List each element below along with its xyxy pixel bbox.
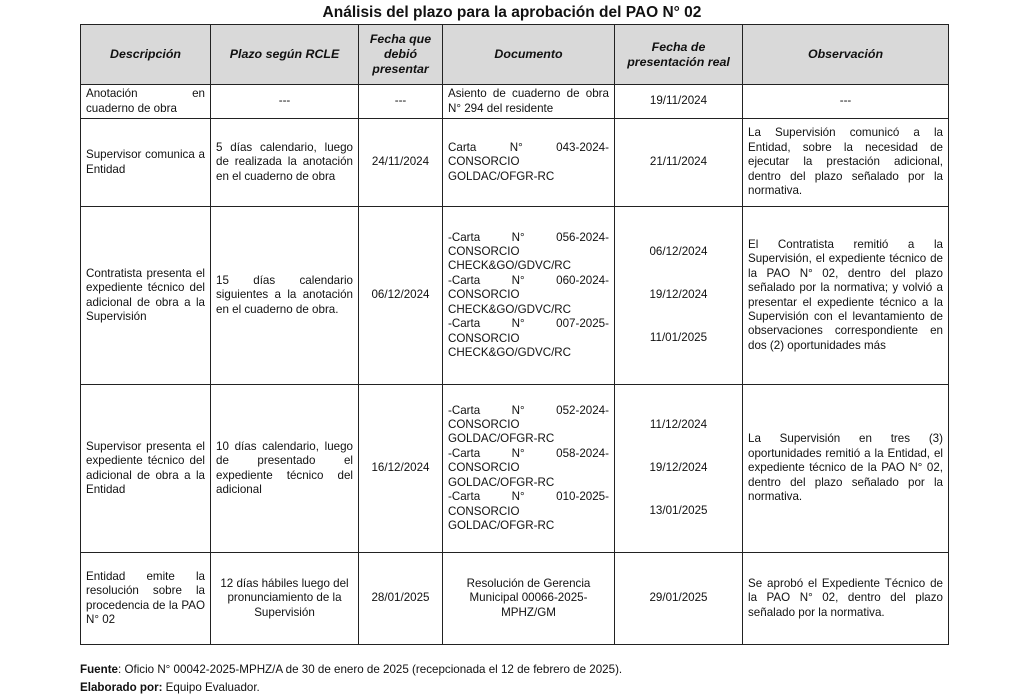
date-entry: 11/01/2025 — [649, 331, 708, 345]
header-descripcion: Descripción — [81, 25, 211, 85]
date-entry: 19/12/2024 — [649, 461, 708, 475]
cell-plazo: --- — [211, 85, 359, 119]
cell-fechas-real — [615, 385, 743, 553]
document-entry: -Carta N° 058-2024-CONSORCIO GOLDAC/OFGR-RC — [448, 446, 609, 489]
header-observacion: Observación — [743, 25, 949, 85]
cell-fecha-real: 29/01/2025 — [615, 553, 743, 645]
cell-observacion: La Supervisión en tres (3) oportunidades remitió a la Entidad, el expediente técnico de la PAO N° 02, dentro del plazo señalado por la normativa. — [743, 385, 949, 553]
cell-plazo: 12 días hábiles luego del pronunciamiento de la Supervisión — [211, 553, 359, 645]
header-fecha-debio: Fecha que debió presentar — [359, 25, 443, 85]
cell-documento: Carta N° 043-2024-CONSORCIO GOLDAC/OFGR-RC — [443, 119, 615, 207]
author-note — [80, 681, 260, 694]
cell-documentos — [443, 207, 615, 385]
cell-fechas-real — [615, 207, 743, 385]
cell-fecha-debio: 28/01/2025 — [359, 553, 443, 645]
cell-fecha-debio: 06/12/2024 — [359, 207, 443, 385]
source-note — [80, 663, 622, 676]
date-entry: 19/12/2024 — [649, 288, 708, 302]
author-text: Equipo Evaluador. — [162, 681, 260, 694]
cell-observacion: --- — [743, 85, 949, 119]
document-entry: -Carta N° 010-2025-CONSORCIO GOLDAC/OFGR-RC — [448, 490, 609, 532]
cell-plazo: 10 días calendario, luego de presentado el expediente técnico del adicional — [211, 385, 359, 553]
cell-fecha-debio: 16/12/2024 — [359, 385, 443, 553]
header-row — [81, 25, 949, 85]
document-entry: -Carta N° 060-2024-CONSORCIO CHECK&GO/GDVC/RC — [448, 273, 609, 316]
cell-descripcion: Supervisor presenta el expediente técnico del adicional de obra a la Entidad — [81, 385, 211, 553]
table-row — [81, 85, 949, 119]
document-entry: -Carta N° 056-2024-CONSORCIO CHECK&GO/GDVC/RC — [448, 230, 609, 273]
cell-observacion: El Contratista remitió a la Supervisión, el expediente técnico de la PAO N° 02, dentro del plazo señalado por la normativa; y volvió a presentar el expediente técnico a la Supervisión con el levantamiento de observaciones correspondiente en dos (2) oportunidades más — [743, 207, 949, 385]
cell-observacion: La Supervisión comunicó a la Entidad, sobre la necesidad de ejecutar la prestación adicional, dentro del plazo señalado por la normativa. — [743, 119, 949, 207]
cell-documento: Resolución de Gerencia Municipal 00066-2025-MPHZ/GM — [443, 553, 615, 645]
table-row — [81, 553, 949, 645]
cell-documento: Asiento de cuaderno de obra N° 294 del residente — [443, 85, 615, 119]
header-fecha-real: Fecha de presentación real — [615, 25, 743, 85]
cell-fecha-real: 21/11/2024 — [615, 119, 743, 207]
date-entry: 13/01/2025 — [649, 504, 708, 518]
source-text: : Oficio N° 00042-2025-MPHZ/A de 30 de enero de 2025 (recepcionada el 12 de febrero de 2025). — [118, 663, 623, 676]
cell-descripcion: Anotación en cuaderno de obra — [81, 85, 211, 119]
analysis-table — [80, 24, 949, 645]
document-entry: -Carta N° 007-2025-CONSORCIO CHECK&GO/GDVC/RC — [448, 317, 609, 359]
cell-descripcion: Supervisor comunica a Entidad — [81, 119, 211, 207]
date-entry: 06/12/2024 — [649, 245, 708, 259]
date-entry: 11/12/2024 — [649, 418, 708, 432]
cell-plazo: 5 días calendario, luego de realizada la anotación en el cuaderno de obra — [211, 119, 359, 207]
cell-observacion: Se aprobó el Expediente Técnico de la PAO N° 02, dentro del plazo señalado por la normativa. — [743, 553, 949, 645]
cell-plazo: 15 días calendario siguientes a la anotación en el cuaderno de obra. — [211, 207, 359, 385]
header-documento: Documento — [443, 25, 615, 85]
cell-fecha-debio: --- — [359, 85, 443, 119]
cell-fecha-real: 19/11/2024 — [615, 85, 743, 119]
header-plazo: Plazo según RCLE — [211, 25, 359, 85]
cell-documentos — [443, 385, 615, 553]
source-label: Fuente — [80, 663, 119, 676]
cell-descripcion: Entidad emite la resolución sobre la procedencia de la PAO N° 02 — [81, 553, 211, 645]
table-row — [81, 207, 949, 385]
cell-descripcion: Contratista presenta el expediente técnico del adicional de obra a la Supervisión — [81, 207, 211, 385]
author-label: Elaborado por: — [80, 681, 163, 694]
table-title: Análisis del plazo para la aprobación del PAO N° 02 — [322, 4, 702, 21]
table-row — [81, 119, 949, 207]
document-entry: -Carta N° 052-2024-CONSORCIO GOLDAC/OFGR-RC — [448, 403, 609, 446]
cell-fecha-debio: 24/11/2024 — [359, 119, 443, 207]
table-row — [81, 385, 949, 553]
